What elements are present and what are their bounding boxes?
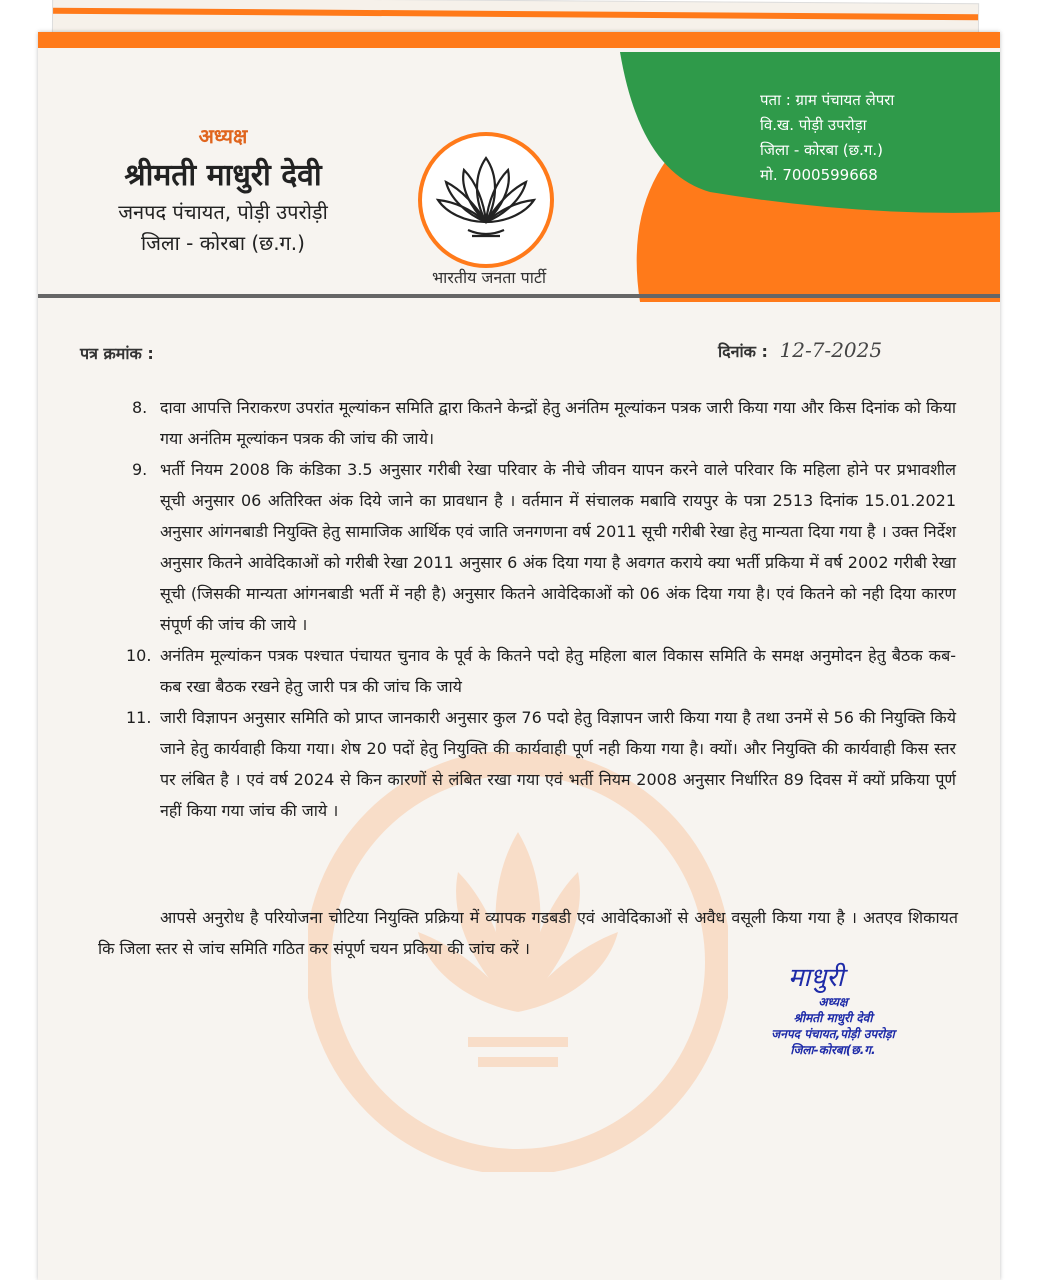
item-text: भर्ती नियम 2008 कि कंडिका 3.5 अनुसार गरीबी रेखा परिवार के नीचे जीवन यापन करने वाले परिवार कि महिला होने पर प्रभावशील सूची अनुसार 06 अतिरिक्त अंक दिये जाने का प्रावधान है । वर्तमान में संचालक मबावि रायपुर के पत्रा 2513 दिनांक 15.01.2021 अनुसार आंगनबाडी नियुक्ति हेतु सामाजिक आर्थिक एवं जाति जनगणना वर्ष 2011 सूची गरीबी रेखा हेतु मान्यता दिया गया है । उक्त निर्देश अनुसार कितने आवेदिकाओं को गरीबी रेखा 2011 अनुसार 6 अंक दिया गया है अवगत कराये क्या भर्ती प्रकिया में वर्ष 2002 गरीबी रेखा सूची (जिसकी मान्यता आंगनबाडी भर्ती में नही है) अनुसार कितने आवेदिकाओं को 06 अंक दिया गया है। एवं कितने को नही दिया कारण संपूर्ण की जांच की जाये । xyxy=(160,460,956,634)
letterhead-address xyxy=(760,88,894,188)
list-item xyxy=(126,640,956,702)
date-label: दिनांक : xyxy=(718,342,768,361)
letterhead xyxy=(38,32,1000,302)
sender-block xyxy=(78,122,368,256)
item-number: 8. xyxy=(132,398,148,417)
sender-designation: अध्यक्ष xyxy=(198,124,248,148)
address-line: पता : ग्राम पंचायत लेपरा xyxy=(760,91,895,109)
date-value: 12-7-2025 xyxy=(779,338,883,362)
party-name: भारतीय जनता पार्टी xyxy=(431,268,547,287)
stamp-line: श्रीमती माधुरी देवी xyxy=(793,1011,873,1025)
header-divider xyxy=(38,294,1000,298)
signature-block xyxy=(718,958,948,1058)
list-item xyxy=(126,702,956,826)
reference-number-label: पत्र क्रमांक : xyxy=(80,344,154,363)
item-text: जारी विज्ञापन अनुसार समिति को प्राप्त जानकारी अनुसार कुल 76 पदो हेतु विज्ञापन जारी किया गया है तथा उनमें से 56 की नियुक्ति किये जाने हेतु कार्यवाही किया गया। शेष 20 पदों हेतु नियुक्ति की कार्यवाही पूर्ण नही किया गया है। क्यों। और नियुक्ति की कार्यवाही किस स्तर पर लंबित है । एवं वर्ष 2024 से किन कारणों से लंबित रखा गया एवं भर्ती नियम 2008 अनुसार निर्धारित 89 दिवस में क्यों प्रकिया पूर्ण नहीं किया गया जांच की जाये । xyxy=(160,708,956,820)
list-item xyxy=(126,454,956,640)
stamp-line: अध्यक्ष xyxy=(818,995,848,1009)
closing-paragraph: आपसे अनुरोध है परियोजना चोटिया नियुक्ति प्रक्रिया में व्यापक गडबडी एवं आवेदिकाओं से अवैध वसूली किया गया है । अतएव शिकायत कि जिला स्तर से जांच समिति गठित कर संपूर्ण चयन प्रकिया की जांच करें । xyxy=(98,908,958,958)
sender-office: जनपद पंचायत, पोड़ी उपरोड़ी xyxy=(118,200,328,224)
list-item xyxy=(126,392,956,454)
item-number: 11. xyxy=(126,708,152,727)
lotus-icon xyxy=(416,130,556,270)
item-text: अनंतिम मूल्यांकन पत्रक पश्चात पंचायत चुनाव के पूर्व के कितने पदो हेतु महिला बाल विकास समिति के समक्ष अनुमोदन हेतु बैठक कब- कब रखा बैठक रखने हेतु जारी पत्र की जांच कि जाये xyxy=(160,646,956,696)
item-number: 9. xyxy=(132,460,148,479)
item-number: 10. xyxy=(126,646,152,665)
sender-name: श्रीमती माधुरी देवी xyxy=(124,158,322,193)
item-text: दावा आपत्ति निराकरण उपरांत मूल्यांकन समिति द्वारा कितने केन्द्रों हेतु अनंतिम मूल्यांकन पत्रक जारी किया गया और किस दिनांक को किया गया अनंतिम मूल्यांकन पत्रक की जांच की जाये। xyxy=(160,398,956,448)
stamp-line: जिला-कोरबा(छ.ग. xyxy=(790,1043,876,1057)
sender-district: जिला - कोरबा (छ.ग.) xyxy=(141,231,305,255)
letter-body xyxy=(126,392,956,826)
address-line: जिला - कोरबा (छ.ग.) xyxy=(760,141,883,159)
handwritten-signature: माधुरी xyxy=(788,963,844,993)
address-line: वि.ख. पोड़ी उपरोड़ा xyxy=(760,116,867,134)
address-phone: मो. 7000599668 xyxy=(760,166,878,184)
date-field xyxy=(718,338,882,362)
letter-page xyxy=(38,32,1000,1280)
stamp-line: जनपद पंचायत,पोड़ी उपरोड़ा xyxy=(771,1027,895,1041)
